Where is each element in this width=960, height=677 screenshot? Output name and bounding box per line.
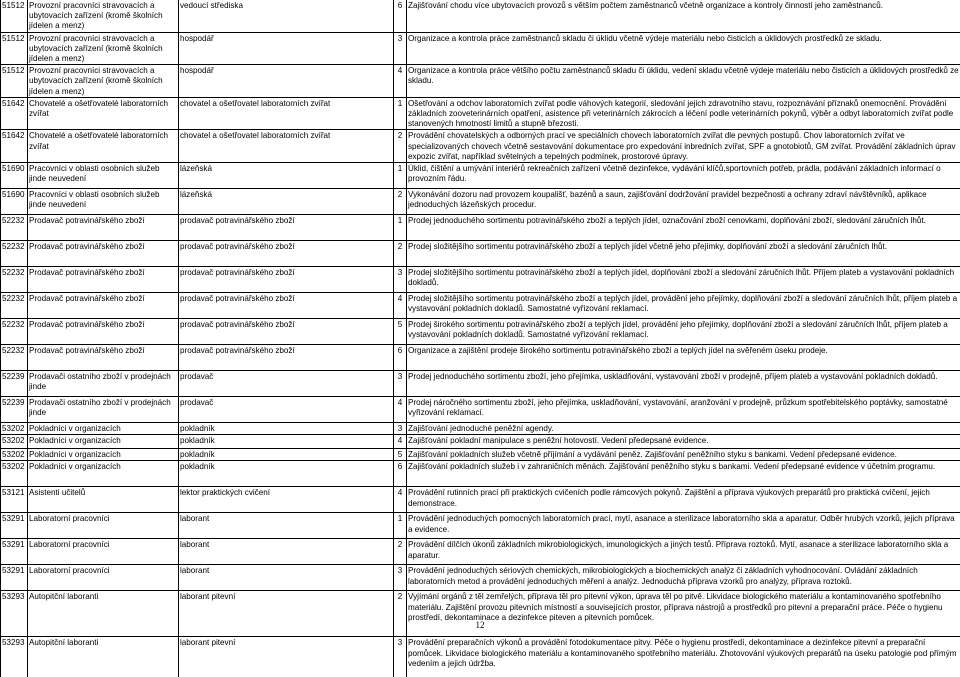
work-description-cell: Zajišťování pokladních služeb včetně příjímání a vydávání peněz. Zajišťování peněžního styku s bankami. Vedení předepsané evidence.: [407, 449, 960, 461]
work-description-cell: Provádění jednoduchých pomocných laboratorních prací, mytí, asanace a sterilizace laboratorního skla a aparatur. Odběr hrubých vzorků, jejich příprava a evidence.: [407, 513, 960, 539]
grade-number-cell: 3: [394, 637, 407, 677]
grade-number-cell: 4: [394, 65, 407, 98]
grade-number-cell: 3: [394, 423, 407, 435]
table-row: [1, 241, 960, 267]
isco-code-cell: 53293: [1, 591, 28, 637]
work-description-cell: Prodej složitějšího sortimentu potravinářského zboží a teplých jídel včetně jeho přejímky, doplňování zboží a sledování záručních lhůt.: [407, 241, 960, 267]
profession-cell: prodavač: [179, 371, 394, 397]
profession-cell: lázeňská: [179, 163, 394, 189]
work-description-cell: Organizace a kontrola práce většího počtu zaměstnanců skladu či úklidu, vedení skladu včetně výdeje materiálu nebo čisticích a úklidových prostředků ze skladu.: [407, 65, 960, 98]
profession-cell: pokladník: [179, 423, 394, 435]
grade-number-cell: 2: [394, 241, 407, 267]
grade-number-cell: 2: [394, 539, 407, 565]
isco-code-cell: 52232: [1, 319, 28, 345]
profession-cell: prodavač: [179, 397, 394, 423]
work-description-cell: Úklid, čištění a umývání interiérů rekreačních zařízení včetně dezinfekce, vydávání klíčů,sportovních potřeb, prádla, podávání základních informací o provozním řádu.: [407, 163, 960, 189]
profession-cell: lektor praktických cvičení: [179, 487, 394, 513]
grade-number-cell: 6: [394, 345, 407, 371]
occupation-name-cell: Provozní pracovníci stravovacích a ubytovacích zařízení (kromě školních jídelen a menz): [28, 65, 179, 98]
isco-code-cell: 53291: [1, 565, 28, 591]
table-row: [1, 423, 960, 435]
isco-code-cell: 52232: [1, 215, 28, 241]
profession-cell: prodavač potravinářského zboží: [179, 293, 394, 319]
grade-number-cell: 3: [394, 267, 407, 293]
work-description-cell: Organizace a zajištění prodeje širokého sortimentu potravinářského zboží a teplých jídel na svěřeném úseku prodeje.: [407, 345, 960, 371]
occupation-name-cell: Provozní pracovníci stravovacích a ubytovacích zařízení (kromě školních jídelen a menz): [28, 0, 179, 32]
table-row: [1, 565, 960, 591]
grade-number-cell: 6: [394, 461, 407, 487]
grade-number-cell: 3: [394, 371, 407, 397]
grade-number-cell: 4: [394, 397, 407, 423]
profession-cell: lázeňská: [179, 189, 394, 215]
grade-number-cell: 2: [394, 189, 407, 215]
grade-number-cell: 2: [394, 130, 407, 163]
work-description-cell: Provádění preparačních výkonů a provádění fotodokumentace pitvy. Péče o hygienu prostředí, dekontaminace a dezinfekce pitevní a preparační pomůcek. Likvidace biologického materiálu a kontaminovaného spotřebního materiálu. Zhotovování výukových preparátů na úseku patologie pod přímým vedením a jejich údržba.: [407, 637, 960, 677]
grade-number-cell: 5: [394, 449, 407, 461]
grade-number-cell: 4: [394, 487, 407, 513]
work-description-cell: Zajišťování chodu více ubytovacích provozů s větším počtem zaměstnanců včetně organizace a kontroly činností jeho zaměstnanců.: [407, 0, 960, 32]
work-description-cell: Prodej širokého sortimentu potravinářského zboží a teplých jídel, provádění jeho přejímky, doplňování zboží a sledování záručních lhůt, příjem plateb a vystavování pokladních dokladů. Samostatné vyřizování reklamací.: [407, 319, 960, 345]
work-description-cell: Zajišťování jednoduché peněžní agendy.: [407, 423, 960, 435]
occupation-name-cell: Laboratorní pracovníci: [28, 513, 179, 539]
table-row: [1, 397, 960, 423]
table-row: [1, 267, 960, 293]
isco-code-cell: 53121: [1, 487, 28, 513]
occupation-name-cell: Prodavač potravinářského zboží: [28, 267, 179, 293]
isco-code-cell: 51512: [1, 0, 28, 32]
profession-cell: prodavač potravinářského zboží: [179, 319, 394, 345]
occupation-name-cell: Prodavači ostatního zboží v prodejnách jinde: [28, 397, 179, 423]
work-description-cell: Zajišťování pokladní manipulace s peněžní hotovostí. Vedení předepsané evidence.: [407, 435, 960, 449]
grade-number-cell: 3: [394, 32, 407, 65]
profession-cell: hospodář: [179, 32, 394, 65]
work-description-cell: Vykonávání dozoru nad provozem koupališť, bazénů a saun, zajišťování dodržování pravidel bezpečnosti a ochrany zdraví návštěvníků, aplikace jednoduchých lázeňských procedur.: [407, 189, 960, 215]
occupation-name-cell: Autopitční laboranti: [28, 591, 179, 637]
isco-code-cell: 51690: [1, 189, 28, 215]
isco-code-cell: 52232: [1, 267, 28, 293]
profession-cell: chovatel a ošetřovatel laboratorních zvířat: [179, 130, 394, 163]
profession-cell: vedoucí střediska: [179, 0, 394, 32]
table-row: [1, 449, 960, 461]
work-description-cell: Prodej složitějšího sortimentu potravinářského zboží a teplých jídel, doplňování zboží a sledování záručních lhůt. Příjem plateb a vystavování pokladních dokladů.: [407, 267, 960, 293]
work-description-cell: Provádění rutinních prací při praktických cvičeních podle rámcových pokynů. Zajištění a příprava výukových preparátů pro praktická cvičení, jejich demonstrace.: [407, 487, 960, 513]
work-description-cell: Provádění chovatelských a odborných prací ve speciálních chovech laboratorních zvířat dle pevných postupů. Chov laboratorních zvířat ve specializovaných chovech včetně sestavování dokumentace pro expedování inbredních zvířat, SPF a gnotobiotů, GM zvířat. Provádění základních úprav expozic zvířat, například světelných a tepelných podmínek, prostorové úpravy.: [407, 130, 960, 163]
grade-number-cell: 1: [394, 163, 407, 189]
table-row: [1, 513, 960, 539]
isco-code-cell: 52232: [1, 345, 28, 371]
isco-code-cell: 52232: [1, 293, 28, 319]
work-description-cell: Prodej složitějšího sortimentu potravinářského zboží a teplých jídel, provádění jeho přejímky, doplňování zboží a sledování záručních lhůt, příjem plateb a vystavování pokladních dokladů. Samostatné vyřizování reklamací.: [407, 293, 960, 319]
occupation-name-cell: Autopitční laboranti: [28, 637, 179, 677]
table-row: [1, 591, 960, 637]
occupation-name-cell: Prodavač potravinářského zboží: [28, 215, 179, 241]
profession-cell: laborant: [179, 565, 394, 591]
profession-cell: prodavač potravinářského zboží: [179, 345, 394, 371]
isco-code-cell: 53291: [1, 513, 28, 539]
occupation-name-cell: Pokladníci v organizacích: [28, 423, 179, 435]
profession-cell: laborant pitevní: [179, 637, 394, 677]
work-description-cell: Provádění dílčích úkonů základních mikrobiologických, imunologických a jiných testů. Příprava roztoků. Mytí, asanace a sterilizace laboratorního skla a aparatur.: [407, 539, 960, 565]
isco-code-cell: 51642: [1, 130, 28, 163]
occupation-name-cell: Prodavač potravinářského zboží: [28, 241, 179, 267]
occupation-name-cell: Pracovníci v oblasti osobních služeb jinde neuvedení: [28, 189, 179, 215]
work-description-cell: Prodej jednoduchého sortimentu potravinářského zboží a teplých jídel, označování zboží cenovkami, doplňování zboží, sledování záručních lhůt.: [407, 215, 960, 241]
grade-number-cell: 6: [394, 0, 407, 32]
occupation-name-cell: Laboratorní pracovníci: [28, 539, 179, 565]
table-row: [1, 461, 960, 487]
occupation-name-cell: Pokladníci v organizacích: [28, 435, 179, 449]
work-description-cell: Vyjímání orgánů z těl zemřelých, příprava těl pro pitevní výkon, úprava těl po pitvě. Likvidace biologického materiálu a kontaminovaného spotřebního materiálu. Zajištění provozu pitevních místností a souvisejících prostor, příprava nástrojů a prostředků pro pitevní a preparační práce. Péče o hygienu prostředí, dekontaminace a dezinfekce piteven a pitevních pomůcek.: [407, 591, 960, 637]
table-row: [1, 637, 960, 677]
table-row: [1, 32, 960, 65]
work-description-cell: Prodej jednoduchého sortimentu zboží, jeho přejímka, uskladňování, vystavování zboží v prodejně, příjem plateb a vystavování pokladních dokladů.: [407, 371, 960, 397]
work-description-cell: Provádění jednoduchých sériových chemických, mikrobiologických a biochemických analýz či základních vyhodnocování. Ovládání základních laboratorních metod a provádění jednoduchých měření a analýz. Jednoduchá příprava vzorků pro analýzy, příprava roztoků.: [407, 565, 960, 591]
isco-code-cell: 53202: [1, 423, 28, 435]
profession-cell: hospodář: [179, 65, 394, 98]
grade-number-cell: 2: [394, 591, 407, 637]
occupation-name-cell: Laboratorní pracovníci: [28, 565, 179, 591]
isco-code-cell: 52239: [1, 371, 28, 397]
table-row: [1, 435, 960, 449]
profession-cell: prodavač potravinářského zboží: [179, 267, 394, 293]
occupation-name-cell: Pokladníci v organizacích: [28, 461, 179, 487]
isco-code-cell: 53202: [1, 449, 28, 461]
work-description-cell: Organizace a kontrola práce zaměstnanců skladu či úklidu včetně výdeje materiálu nebo čisticích a úklidových prostředků ze skladu.: [407, 32, 960, 65]
profession-cell: pokladník: [179, 449, 394, 461]
grade-number-cell: 5: [394, 319, 407, 345]
profession-cell: pokladník: [179, 435, 394, 449]
work-description-cell: Ošetřování a odchov laboratorních zvířat podle váhových kategorií, sledování jejich zdravotního stavu, rozpoznávání příznaků onemocnění. Provádění základních zooveterinárních opatření, asistence při veterinárních zákrocích a léčení podle veterinárních pokynů, výběr a odbyt laboratorních zvířat podle stanovených hmotností limitů a stupně březosti.: [407, 97, 960, 130]
isco-code-cell: 51512: [1, 65, 28, 98]
table-row: [1, 345, 960, 371]
table-row: [1, 371, 960, 397]
table-row: [1, 97, 960, 130]
profession-cell: prodavač potravinářského zboží: [179, 241, 394, 267]
work-description-cell: Zajišťování pokladních služeb i v zahraničních měnách. Zajišťování peněžního styku s bankami. Vedení předepsané evidence v účetním programu.: [407, 461, 960, 487]
table-row: [1, 130, 960, 163]
table-row: [1, 539, 960, 565]
occupation-name-cell: Prodavač potravinářského zboží: [28, 293, 179, 319]
profession-cell: chovatel a ošetřovatel laboratorních zvířat: [179, 97, 394, 130]
table-row: [1, 189, 960, 215]
profession-cell: laborant: [179, 539, 394, 565]
occupation-name-cell: Prodavač potravinářského zboží: [28, 345, 179, 371]
isco-code-cell: 51642: [1, 97, 28, 130]
occupation-name-cell: Prodavač potravinářského zboží: [28, 319, 179, 345]
grade-number-cell: 1: [394, 97, 407, 130]
isco-code-cell: 51690: [1, 163, 28, 189]
table-row: [1, 215, 960, 241]
occupation-name-cell: Asistenti učitelů: [28, 487, 179, 513]
isco-code-cell: 52232: [1, 241, 28, 267]
profession-cell: laborant: [179, 513, 394, 539]
occupation-name-cell: Pracovníci v oblasti osobních služeb jinde neuvedení: [28, 163, 179, 189]
table-row: [1, 163, 960, 189]
table-row: [1, 319, 960, 345]
occupation-name-cell: Chovatelé a ošetřovatelé laboratorních zvířat: [28, 130, 179, 163]
isco-code-cell: 51512: [1, 32, 28, 65]
grade-number-cell: 4: [394, 435, 407, 449]
table-row: [1, 293, 960, 319]
occupation-name-cell: Provozní pracovníci stravovacích a ubytovacích zařízení (kromě školních jídelen a menz): [28, 32, 179, 65]
occupation-name-cell: Prodavači ostatního zboží v prodejnách jinde: [28, 371, 179, 397]
work-description-cell: Prodej náročného sortimentu zboží, jeho přejímka, uskladňování, vystavování, aranžování v prodejně, průzkum spotřebitelského poptávky, samostatné vyřizování reklamací.: [407, 397, 960, 423]
table-row: [1, 0, 960, 32]
profession-cell: laborant pitevní: [179, 591, 394, 637]
grade-number-cell: 1: [394, 215, 407, 241]
table-row: [1, 65, 960, 98]
page-number: 12: [0, 620, 960, 630]
grade-number-cell: 3: [394, 565, 407, 591]
grade-number-cell: 1: [394, 513, 407, 539]
isco-code-cell: 53291: [1, 539, 28, 565]
profession-cell: prodavač potravinářského zboží: [179, 215, 394, 241]
profession-cell: pokladník: [179, 461, 394, 487]
table-row: [1, 487, 960, 513]
occupation-name-cell: Chovatelé a ošetřovatelé laboratorních zvířat: [28, 97, 179, 130]
isco-code-cell: 52239: [1, 397, 28, 423]
isco-code-cell: 53293: [1, 637, 28, 677]
isco-code-cell: 53202: [1, 461, 28, 487]
isco-code-cell: 53202: [1, 435, 28, 449]
grade-number-cell: 4: [394, 293, 407, 319]
occupation-name-cell: Pokladníci v organizacích: [28, 449, 179, 461]
